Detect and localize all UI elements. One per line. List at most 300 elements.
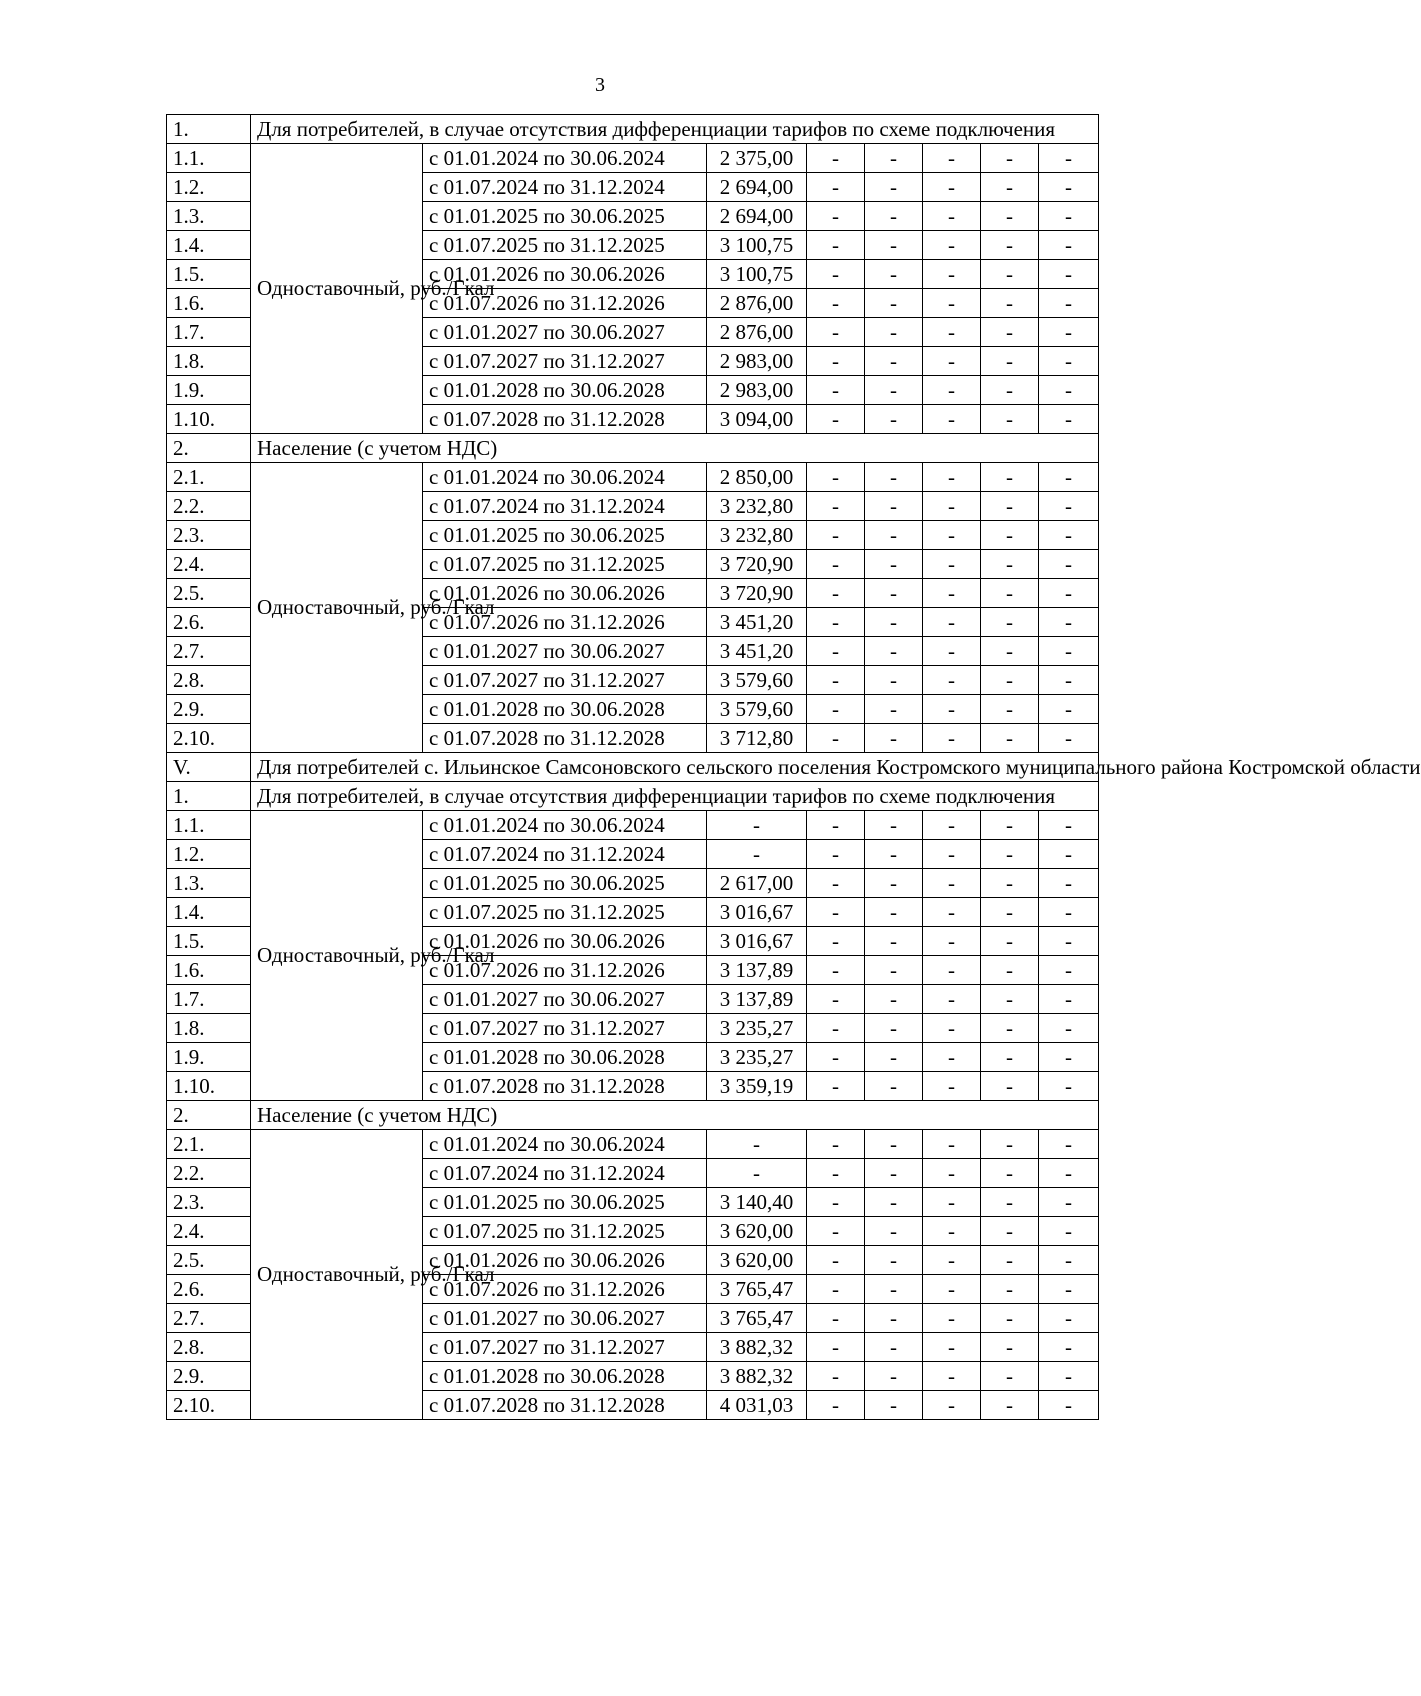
row-number: 1.6. [167, 956, 251, 985]
period-cell: с 01.07.2028 по 31.12.2028 [423, 724, 707, 753]
price-cell: 3 100,75 [707, 231, 807, 260]
row-number: 2.9. [167, 1362, 251, 1391]
row-number: 1.9. [167, 1043, 251, 1072]
empty-value-cell: - [865, 1130, 923, 1159]
empty-value-cell: - [923, 521, 981, 550]
empty-value-cell: - [923, 1159, 981, 1188]
empty-value-cell: - [1039, 1217, 1099, 1246]
empty-value-cell: - [981, 869, 1039, 898]
empty-value-cell: - [865, 724, 923, 753]
empty-value-cell: - [1039, 1014, 1099, 1043]
empty-value-cell: - [923, 1304, 981, 1333]
empty-value-cell: - [981, 724, 1039, 753]
empty-value-cell: - [1039, 1391, 1099, 1420]
row-number: 2.2. [167, 492, 251, 521]
price-cell: 3 016,67 [707, 898, 807, 927]
empty-value-cell: - [981, 144, 1039, 173]
empty-value-cell: - [865, 1188, 923, 1217]
empty-value-cell: - [923, 956, 981, 985]
empty-value-cell: - [807, 318, 865, 347]
period-cell: с 01.07.2027 по 31.12.2027 [423, 666, 707, 695]
empty-value-cell: - [981, 376, 1039, 405]
empty-value-cell: - [1039, 289, 1099, 318]
section-header-row [167, 434, 1099, 463]
empty-value-cell: - [1039, 1275, 1099, 1304]
empty-value-cell: - [981, 1159, 1039, 1188]
empty-value-cell: - [981, 695, 1039, 724]
row-number: 2.6. [167, 1275, 251, 1304]
empty-value-cell: - [1039, 869, 1099, 898]
empty-value-cell: - [807, 898, 865, 927]
section-header-row [167, 115, 1099, 144]
empty-value-cell: - [981, 492, 1039, 521]
empty-value-cell: - [923, 608, 981, 637]
empty-value-cell: - [1039, 840, 1099, 869]
empty-value-cell: - [865, 1333, 923, 1362]
empty-value-cell: - [807, 956, 865, 985]
section-number: 1. [167, 115, 251, 144]
empty-value-cell: - [1039, 985, 1099, 1014]
period-cell: с 01.01.2025 по 30.06.2025 [423, 202, 707, 231]
empty-value-cell: - [923, 260, 981, 289]
row-number: 2.2. [167, 1159, 251, 1188]
empty-value-cell: - [865, 608, 923, 637]
price-cell: 2 617,00 [707, 869, 807, 898]
price-cell: 3 232,80 [707, 521, 807, 550]
empty-value-cell: - [923, 173, 981, 202]
empty-value-cell: - [807, 347, 865, 376]
empty-value-cell: - [1039, 318, 1099, 347]
empty-value-cell: - [1039, 1246, 1099, 1275]
price-cell: 3 882,32 [707, 1362, 807, 1391]
empty-value-cell: - [981, 318, 1039, 347]
tariff-table-body [167, 115, 1421, 1420]
empty-value-cell: - [807, 1246, 865, 1275]
rate-type-cell: Одноставочный, руб./Гкал [251, 811, 423, 1101]
rate-type-cell: Одноставочный, руб./Гкал [251, 463, 423, 753]
empty-value-cell: - [923, 144, 981, 173]
price-cell: 3 620,00 [707, 1246, 807, 1275]
empty-value-cell: - [981, 550, 1039, 579]
empty-value-cell: - [1039, 1159, 1099, 1188]
empty-value-cell: - [1039, 666, 1099, 695]
empty-value-cell: - [865, 260, 923, 289]
empty-value-cell: - [981, 579, 1039, 608]
price-cell: 3 094,00 [707, 405, 807, 434]
period-cell: с 01.01.2024 по 30.06.2024 [423, 811, 707, 840]
empty-value-cell: - [923, 666, 981, 695]
price-cell: 2 983,00 [707, 347, 807, 376]
period-cell: с 01.01.2028 по 30.06.2028 [423, 695, 707, 724]
period-cell: с 01.07.2027 по 31.12.2027 [423, 1333, 707, 1362]
empty-value-cell: - [923, 695, 981, 724]
empty-value-cell: - [807, 1159, 865, 1188]
period-cell: с 01.07.2025 по 31.12.2025 [423, 898, 707, 927]
period-cell: с 01.01.2026 по 30.06.2026 [423, 260, 707, 289]
empty-value-cell: - [865, 289, 923, 318]
empty-value-cell: - [807, 1130, 865, 1159]
price-cell: 3 765,47 [707, 1275, 807, 1304]
row-number: 2.3. [167, 521, 251, 550]
empty-value-cell: - [981, 1391, 1039, 1420]
empty-value-cell: - [1039, 579, 1099, 608]
empty-value-cell: - [865, 666, 923, 695]
table-row [167, 811, 1099, 840]
empty-value-cell: - [807, 376, 865, 405]
empty-value-cell: - [1039, 695, 1099, 724]
row-number: 1.3. [167, 869, 251, 898]
empty-value-cell: - [807, 724, 865, 753]
empty-value-cell: - [807, 1333, 865, 1362]
empty-value-cell: - [865, 347, 923, 376]
empty-value-cell: - [865, 927, 923, 956]
empty-value-cell: - [865, 956, 923, 985]
empty-value-cell: - [981, 202, 1039, 231]
period-cell: с 01.07.2024 по 31.12.2024 [423, 1159, 707, 1188]
period-cell: с 01.01.2028 по 30.06.2028 [423, 376, 707, 405]
empty-value-cell: - [923, 1217, 981, 1246]
empty-value-cell: - [865, 202, 923, 231]
row-number: 1.10. [167, 405, 251, 434]
row-number: 1.2. [167, 173, 251, 202]
period-cell: с 01.01.2028 по 30.06.2028 [423, 1043, 707, 1072]
section-number: 2. [167, 1101, 251, 1130]
empty-value-cell: - [807, 260, 865, 289]
empty-value-cell: - [1039, 898, 1099, 927]
empty-value-cell: - [807, 1014, 865, 1043]
section-title: Население (с учетом НДС) [251, 434, 1099, 463]
empty-value-cell: - [807, 231, 865, 260]
period-cell: с 01.07.2024 по 31.12.2024 [423, 173, 707, 202]
period-cell: с 01.07.2025 по 31.12.2025 [423, 1217, 707, 1246]
empty-value-cell: - [865, 1391, 923, 1420]
empty-value-cell: - [1039, 463, 1099, 492]
row-number: 1.7. [167, 985, 251, 1014]
empty-value-cell: - [865, 695, 923, 724]
empty-value-cell: - [1039, 173, 1099, 202]
empty-value-cell: - [923, 579, 981, 608]
period-cell: с 01.07.2027 по 31.12.2027 [423, 1014, 707, 1043]
price-cell: 3 882,32 [707, 1333, 807, 1362]
empty-value-cell: - [1039, 1304, 1099, 1333]
empty-value-cell: - [1039, 927, 1099, 956]
period-cell: с 01.01.2026 по 30.06.2026 [423, 927, 707, 956]
price-cell: 3 579,60 [707, 666, 807, 695]
empty-value-cell: - [1039, 405, 1099, 434]
empty-value-cell: - [865, 521, 923, 550]
empty-value-cell: - [1039, 144, 1099, 173]
empty-value-cell: - [1039, 521, 1099, 550]
empty-value-cell: - [1039, 1130, 1099, 1159]
empty-value-cell: - [981, 1246, 1039, 1275]
period-cell: с 01.07.2027 по 31.12.2027 [423, 347, 707, 376]
price-cell: 3 720,90 [707, 550, 807, 579]
empty-value-cell: - [923, 202, 981, 231]
empty-value-cell: - [807, 579, 865, 608]
empty-value-cell: - [865, 811, 923, 840]
empty-value-cell: - [981, 840, 1039, 869]
empty-value-cell: - [807, 1072, 865, 1101]
price-cell: 3 712,80 [707, 724, 807, 753]
empty-value-cell: - [865, 1246, 923, 1275]
empty-value-cell: - [865, 1217, 923, 1246]
empty-value-cell: - [981, 637, 1039, 666]
empty-value-cell: - [981, 463, 1039, 492]
empty-value-cell: - [923, 405, 981, 434]
price-cell: 4 031,03 [707, 1391, 807, 1420]
empty-value-cell: - [981, 289, 1039, 318]
row-number: 2.7. [167, 1304, 251, 1333]
empty-value-cell: - [807, 1391, 865, 1420]
empty-value-cell: - [865, 463, 923, 492]
empty-value-cell: - [865, 1159, 923, 1188]
price-cell: 3 451,20 [707, 637, 807, 666]
section-header-row [167, 782, 1099, 811]
price-cell: 3 100,75 [707, 260, 807, 289]
empty-value-cell: - [865, 840, 923, 869]
empty-value-cell: - [807, 463, 865, 492]
empty-value-cell: - [981, 231, 1039, 260]
empty-value-cell: - [807, 666, 865, 695]
price-cell: 3 137,89 [707, 956, 807, 985]
row-number: 1.4. [167, 898, 251, 927]
empty-value-cell: - [865, 1275, 923, 1304]
empty-value-cell: - [981, 927, 1039, 956]
period-cell: с 01.07.2026 по 31.12.2026 [423, 289, 707, 318]
empty-value-cell: - [865, 1043, 923, 1072]
price-cell: 3 720,90 [707, 579, 807, 608]
price-cell: 3 359,19 [707, 1072, 807, 1101]
table-row [167, 1130, 1099, 1159]
empty-value-cell: - [923, 347, 981, 376]
empty-value-cell: - [1039, 1188, 1099, 1217]
empty-value-cell: - [807, 869, 865, 898]
empty-value-cell: - [923, 1391, 981, 1420]
empty-value-cell: - [923, 1362, 981, 1391]
empty-value-cell: - [865, 144, 923, 173]
empty-value-cell: - [807, 1362, 865, 1391]
price-cell: 2 876,00 [707, 289, 807, 318]
empty-value-cell: - [981, 1275, 1039, 1304]
period-cell: с 01.01.2027 по 30.06.2027 [423, 1304, 707, 1333]
period-cell: с 01.01.2025 по 30.06.2025 [423, 869, 707, 898]
empty-value-cell: - [865, 637, 923, 666]
empty-value-cell: - [807, 289, 865, 318]
empty-value-cell: - [981, 985, 1039, 1014]
row-number: 2.7. [167, 637, 251, 666]
empty-value-cell: - [981, 1217, 1039, 1246]
row-number: 2.4. [167, 550, 251, 579]
row-number: 1.5. [167, 260, 251, 289]
row-number: 1.5. [167, 927, 251, 956]
empty-value-cell: - [923, 231, 981, 260]
empty-value-cell: - [981, 173, 1039, 202]
empty-value-cell: - [1039, 1043, 1099, 1072]
empty-value-cell: - [1039, 492, 1099, 521]
empty-value-cell: - [981, 260, 1039, 289]
empty-value-cell: - [923, 840, 981, 869]
empty-value-cell: - [807, 521, 865, 550]
empty-value-cell: - [865, 1304, 923, 1333]
price-cell: 3 451,20 [707, 608, 807, 637]
empty-value-cell: - [865, 405, 923, 434]
empty-value-cell: - [1039, 1362, 1099, 1391]
price-cell: - [707, 1159, 807, 1188]
empty-value-cell: - [1039, 202, 1099, 231]
price-cell: 3 235,27 [707, 1014, 807, 1043]
period-cell: с 01.07.2028 по 31.12.2028 [423, 1391, 707, 1420]
section-title: Для потребителей, в случае отсутствия дифференциации тарифов по схеме подключения [251, 115, 1099, 144]
empty-value-cell: - [923, 1246, 981, 1275]
empty-value-cell: - [923, 1188, 981, 1217]
period-cell: с 01.01.2027 по 30.06.2027 [423, 985, 707, 1014]
row-number: 2.5. [167, 579, 251, 608]
row-number: 1.6. [167, 289, 251, 318]
empty-value-cell: - [923, 637, 981, 666]
row-number: 1.3. [167, 202, 251, 231]
row-number: 2.8. [167, 1333, 251, 1362]
empty-value-cell: - [923, 1072, 981, 1101]
empty-value-cell: - [865, 492, 923, 521]
empty-value-cell: - [981, 666, 1039, 695]
period-cell: с 01.01.2026 по 30.06.2026 [423, 1246, 707, 1275]
empty-value-cell: - [923, 927, 981, 956]
empty-value-cell: - [923, 811, 981, 840]
empty-value-cell: - [807, 144, 865, 173]
empty-value-cell: - [981, 956, 1039, 985]
price-cell: 3 235,27 [707, 1043, 807, 1072]
empty-value-cell: - [807, 1275, 865, 1304]
empty-value-cell: - [1039, 376, 1099, 405]
period-cell: с 01.01.2025 по 30.06.2025 [423, 1188, 707, 1217]
empty-value-cell: - [865, 173, 923, 202]
row-number: 2.8. [167, 666, 251, 695]
empty-value-cell: - [807, 202, 865, 231]
empty-value-cell: - [807, 550, 865, 579]
period-cell: с 01.07.2028 по 31.12.2028 [423, 405, 707, 434]
row-number: 1.8. [167, 1014, 251, 1043]
empty-value-cell: - [807, 695, 865, 724]
empty-value-cell: - [923, 985, 981, 1014]
row-number: 2.10. [167, 724, 251, 753]
empty-value-cell: - [1039, 231, 1099, 260]
period-cell: с 01.01.2027 по 30.06.2027 [423, 318, 707, 347]
empty-value-cell: - [865, 550, 923, 579]
period-cell: с 01.07.2024 по 31.12.2024 [423, 492, 707, 521]
table-row [167, 144, 1099, 173]
empty-value-cell: - [807, 927, 865, 956]
row-number: 1.2. [167, 840, 251, 869]
empty-value-cell: - [981, 1014, 1039, 1043]
price-cell: 2 694,00 [707, 202, 807, 231]
section-title: Для потребителей с. Ильинское Самсоновского сельского поселения Костромского муниципального района Костромской области [251, 753, 1099, 782]
empty-value-cell: - [981, 1043, 1039, 1072]
empty-value-cell: - [865, 231, 923, 260]
price-cell: 2 850,00 [707, 463, 807, 492]
empty-value-cell: - [981, 1333, 1039, 1362]
empty-value-cell: - [807, 608, 865, 637]
row-number: 1.7. [167, 318, 251, 347]
price-cell: 3 232,80 [707, 492, 807, 521]
price-cell: - [707, 1130, 807, 1159]
row-number: 2.5. [167, 1246, 251, 1275]
empty-value-cell: - [807, 1217, 865, 1246]
empty-value-cell: - [865, 579, 923, 608]
empty-value-cell: - [923, 724, 981, 753]
empty-value-cell: - [923, 898, 981, 927]
row-number: 1.1. [167, 144, 251, 173]
empty-value-cell: - [1039, 260, 1099, 289]
section-number: 2. [167, 434, 251, 463]
empty-value-cell: - [923, 318, 981, 347]
empty-value-cell: - [1039, 1072, 1099, 1101]
empty-value-cell: - [981, 608, 1039, 637]
empty-value-cell: - [981, 811, 1039, 840]
row-number: 2.1. [167, 463, 251, 492]
table-row [167, 463, 1099, 492]
section-title: Население (с учетом НДС) [251, 1101, 1099, 1130]
empty-value-cell: - [807, 840, 865, 869]
period-cell: с 01.07.2025 по 31.12.2025 [423, 231, 707, 260]
empty-value-cell: - [981, 898, 1039, 927]
rate-type-cell: Одноставочный, руб./Гкал [251, 1130, 423, 1420]
empty-value-cell: - [923, 463, 981, 492]
period-cell: с 01.07.2026 по 31.12.2026 [423, 1275, 707, 1304]
empty-value-cell: - [807, 985, 865, 1014]
section-number: V. [167, 753, 251, 782]
row-number: 1.4. [167, 231, 251, 260]
period-cell: с 01.01.2025 по 30.06.2025 [423, 521, 707, 550]
row-number: 1.8. [167, 347, 251, 376]
empty-value-cell: - [1039, 1333, 1099, 1362]
empty-value-cell: - [923, 1043, 981, 1072]
period-cell: с 01.01.2024 по 30.06.2024 [423, 463, 707, 492]
empty-value-cell: - [981, 1188, 1039, 1217]
rate-type-cell: Одноставочный, руб./Гкал [251, 144, 423, 434]
period-cell: с 01.07.2028 по 31.12.2028 [423, 1072, 707, 1101]
price-cell: 3 579,60 [707, 695, 807, 724]
empty-value-cell: - [981, 1072, 1039, 1101]
empty-value-cell: - [981, 347, 1039, 376]
empty-value-cell: - [807, 811, 865, 840]
row-number: 2.10. [167, 1391, 251, 1420]
empty-value-cell: - [865, 318, 923, 347]
empty-value-cell: - [1039, 608, 1099, 637]
empty-value-cell: - [981, 405, 1039, 434]
price-cell: 3 016,67 [707, 927, 807, 956]
section-title: Для потребителей, в случае отсутствия дифференциации тарифов по схеме подключения [251, 782, 1099, 811]
period-cell: с 01.01.2027 по 30.06.2027 [423, 637, 707, 666]
price-cell: 2 694,00 [707, 173, 807, 202]
row-number: 2.4. [167, 1217, 251, 1246]
empty-value-cell: - [807, 173, 865, 202]
empty-value-cell: - [1039, 811, 1099, 840]
empty-value-cell: - [1039, 637, 1099, 666]
empty-value-cell: - [807, 1188, 865, 1217]
empty-value-cell: - [807, 405, 865, 434]
empty-value-cell: - [865, 376, 923, 405]
price-cell: 3 765,47 [707, 1304, 807, 1333]
empty-value-cell: - [981, 1304, 1039, 1333]
empty-value-cell: - [1039, 347, 1099, 376]
empty-value-cell: - [923, 1014, 981, 1043]
empty-value-cell: - [1039, 550, 1099, 579]
empty-value-cell: - [807, 1304, 865, 1333]
period-cell: с 01.01.2028 по 30.06.2028 [423, 1362, 707, 1391]
period-cell: с 01.07.2024 по 31.12.2024 [423, 840, 707, 869]
empty-value-cell: - [865, 1014, 923, 1043]
empty-value-cell: - [865, 898, 923, 927]
